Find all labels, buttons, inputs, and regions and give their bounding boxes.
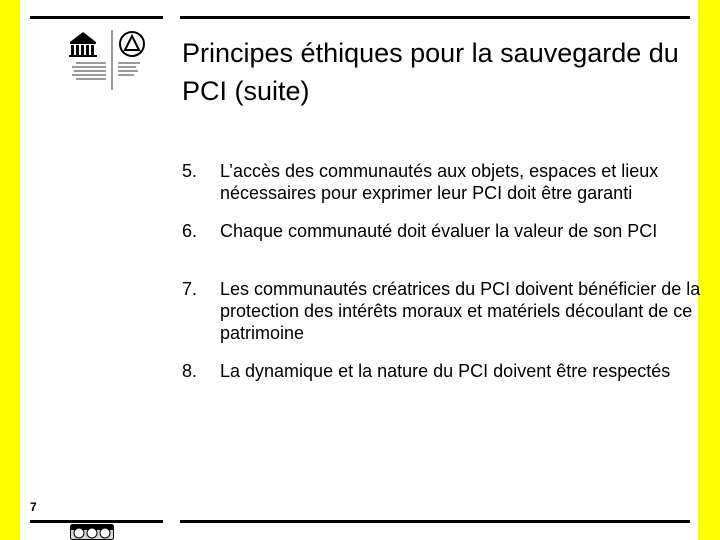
footer-rule-right	[180, 520, 690, 523]
unesco-logo-icon	[66, 28, 166, 98]
footer-rule-left	[30, 520, 163, 523]
list-item-text: Chaque communauté doit évaluer la valeur de son PCI	[220, 221, 658, 241]
list-item	[182, 278, 702, 344]
slide	[20, 0, 701, 540]
list-item-number: 6.	[182, 221, 198, 241]
list-item	[182, 160, 702, 204]
list-item-text: Les communautés créatrices du PCI doivent bénéficier de la protection des intérêts moraux et matériels découlant de ce patrimoine	[220, 279, 701, 343]
page-number: 7	[30, 500, 37, 514]
header-rule-right	[180, 16, 690, 19]
list-item-text: L’accès des communautés aux objets, espaces et lieux nécessaires pour exprimer leur PCI doit être garanti	[220, 161, 659, 203]
creative-commons-license-icon	[70, 524, 114, 540]
list-item-number: 5.	[182, 161, 198, 181]
list-item	[182, 220, 702, 242]
slide-title: Principes éthiques pour la sauvegarde du PCI (suite)	[182, 38, 679, 106]
header-rule-left	[30, 16, 163, 19]
list-item-number: 7.	[182, 279, 198, 299]
principles-list	[182, 160, 702, 382]
list-item-number: 8.	[182, 361, 198, 381]
list-item-text: La dynamique et la nature du PCI doivent être respectés	[220, 361, 671, 381]
list-item	[182, 360, 702, 382]
